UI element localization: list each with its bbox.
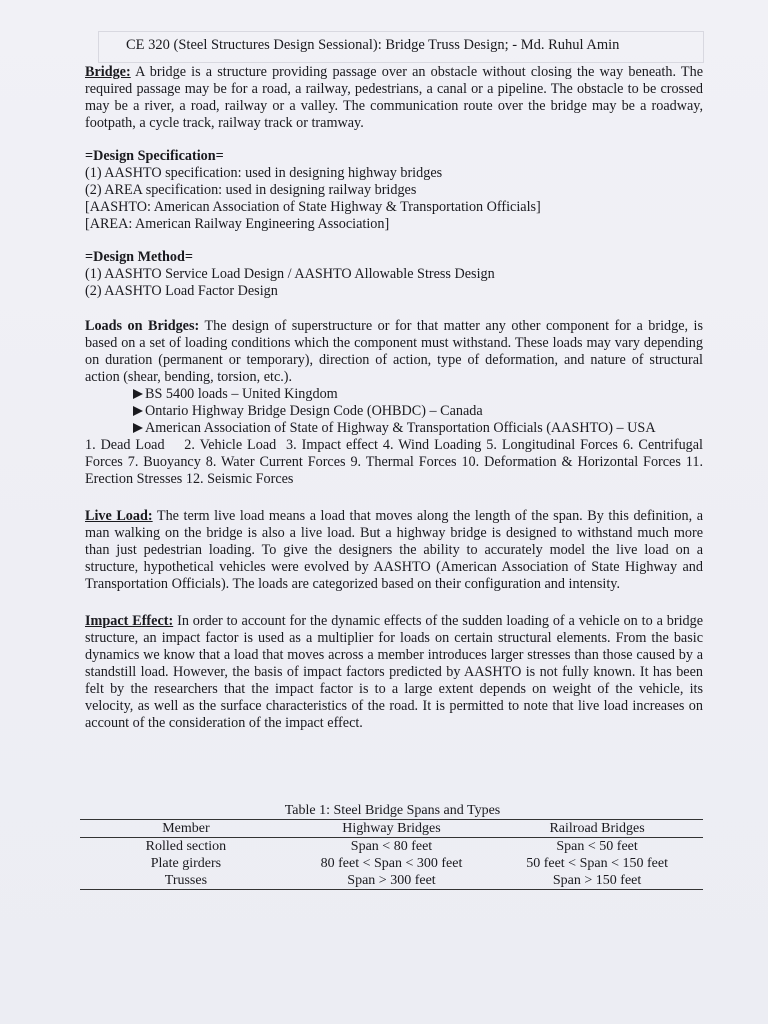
table-cell: Span > 150 feet <box>552 873 642 888</box>
document-body <box>85 64 707 732</box>
design-spec-line: (2) AREA specification: used in designing railway bridges <box>85 182 417 198</box>
load-codes-list <box>85 386 703 437</box>
table-cell: Trusses <box>164 873 208 888</box>
live-load-term: Live Load: <box>85 508 153 524</box>
table-row <box>80 838 703 856</box>
impact-effect-text: In order to account for the dynamic effects of the sudden loading of a vehicle on to a bridge structure, an impact factor is used as a multiplier for loads on certain structural elements. From the basic dynamics we know that a load that moves across a member introduces larger stresses than those caused by a standstill load. However, the basis of impact factors predicted by AASHTO is not fully known. It has been felt by the researchers that the impact factor is to a large extent depends on weight of the vehicle, its velocity, as well as the surface characteristics of the road. It is permitted to note that live load increases on account of the consideration of the impact effect. <box>85 613 703 731</box>
table-row <box>80 872 703 890</box>
table-row <box>80 855 703 872</box>
table-cell: Rolled section <box>145 839 227 854</box>
loads-text: The design of superstructure or for that matter any other component for a bridge, is based on a set of loading conditions which the component must withstand. These loads may vary depending on duration (permanent or temporary), direction of action, type of deformation, and nature of structural action (shear, bending, torsion, etc.). <box>85 318 704 385</box>
design-spec-line: [AASHTO: American Association of State Highway & Transportation Officials] <box>85 199 541 215</box>
load-code-text: American Association of State of Highway & Transportation Officials (AASHTO) – USA <box>145 420 656 436</box>
design-spec-line: [AREA: American Railway Engineering Association] <box>85 216 390 232</box>
live-load-paragraph <box>85 508 703 593</box>
design-specification-section <box>85 148 703 233</box>
design-method-line: (1) AASHTO Service Load Design / AASHTO Allowable Stress Design <box>85 266 495 282</box>
loads-term: Loads on Bridges: <box>85 318 200 334</box>
table-cell: 50 feet < Span < 150 feet <box>526 856 668 871</box>
table-cell: Span < 50 feet <box>556 839 638 854</box>
bridge-text: A bridge is a structure providing passage over an obstacle without closing the way beneath. The required passage may be for a road, a railway, pedestrians, a canal or a pipeline. The obstacle to be crossed may be a river, a road, railway or a valley. The communication route over the bridge may be a roadway, footpath, a cycle track, railway track or tramway. <box>85 64 703 131</box>
load-types-list: 1. Dead Load 2. Vehicle Load 3. Impact effect 4. Wind Loading 5. Longitudinal Forces 6. Centrifugal Forces 7. Buoyancy 8. Water Current Forces 9. Thermal Forces 10. Deformation & Horizontal Forces 11. Erection Stresses 12. Seismic Forces <box>85 437 707 487</box>
triangle-bullet-icon <box>133 406 143 416</box>
bridge-paragraph <box>85 64 703 132</box>
table-cell: Span > 300 feet <box>347 873 436 888</box>
load-code-text: Ontario Highway Bridge Design Code (OHBDC) – Canada <box>145 403 483 419</box>
bridge-term: Bridge: <box>85 64 131 80</box>
triangle-bullet-icon <box>133 389 143 399</box>
design-method-line: (2) AASHTO Load Factor Design <box>85 283 278 299</box>
column-header: Member <box>162 821 210 836</box>
load-code-item <box>133 403 703 420</box>
load-code-text: BS 5400 loads – United Kingdom <box>145 386 338 402</box>
spans-table-section <box>80 803 703 890</box>
design-method-heading: =Design Method= <box>85 249 193 265</box>
loads-section <box>85 318 707 488</box>
table-caption: Table 1: Steel Bridge Spans and Types <box>284 803 501 818</box>
load-code-item <box>133 386 703 403</box>
table-cell: Span < 80 feet <box>350 839 433 854</box>
live-load-text: The term live load means a load that moves along the length of the span. By this definition, a man walking on the bridge is also a live load. But a highway bridge is designed to withstand much more than just pedestrian loading. To give the designers the ability to accurately model the live load on a structure, hypothetical vehicles were evolved by AASHTO (American Association of State Highway and Transportation Officials). The loads are categorized based on their configuration and intensity. <box>85 508 703 592</box>
table-cell: Plate girders <box>150 856 222 871</box>
column-header: Railroad Bridges <box>549 821 645 836</box>
impact-effect-term: Impact Effect: <box>85 613 174 629</box>
design-method-section <box>85 249 703 300</box>
column-header: Highway Bridges <box>342 821 441 836</box>
spans-table <box>80 819 703 890</box>
loads-paragraph <box>85 318 703 386</box>
load-code-item <box>133 420 703 437</box>
design-spec-line: (1) AASHTO specification: used in designing highway bridges <box>85 165 443 181</box>
impact-effect-paragraph <box>85 613 703 732</box>
page-title: CE 320 (Steel Structures Design Sessional): Bridge Truss Design; - Md. Ruhul Amin <box>126 37 620 53</box>
table-cell: 80 feet < Span < 300 feet <box>320 856 463 871</box>
triangle-bullet-icon <box>133 423 143 433</box>
table-header-row <box>80 820 703 838</box>
design-specification-heading: =Design Specification= <box>85 148 224 164</box>
